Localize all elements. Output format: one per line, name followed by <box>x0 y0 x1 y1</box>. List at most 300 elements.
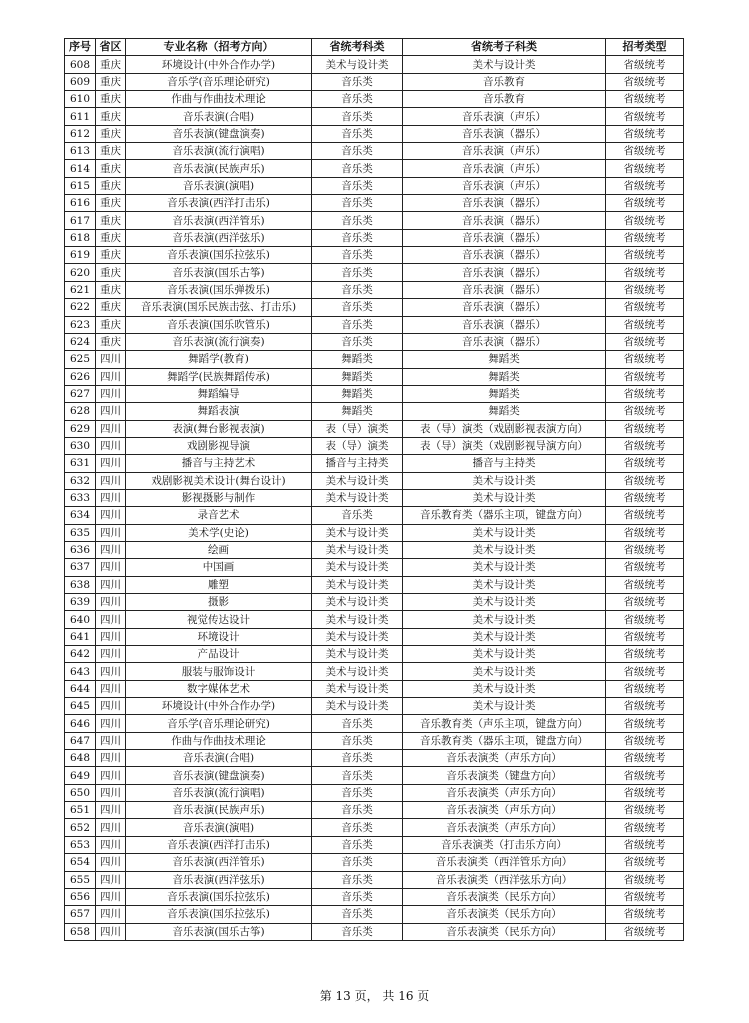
table-row <box>65 108 684 125</box>
header-major: 专业名称（招考方向） <box>126 39 312 56</box>
cell-province: 四川 <box>96 489 126 506</box>
cell-subcategory: 美术与设计类 <box>403 541 606 558</box>
cell-subcategory: 音乐教育类（器乐主项，键盘方向） <box>403 732 606 749</box>
cell-province: 四川 <box>96 871 126 888</box>
cell-province: 四川 <box>96 507 126 524</box>
cell-major: 表演(舞台影视表演) <box>126 420 312 437</box>
cell-province: 四川 <box>96 750 126 767</box>
cell-subcategory: 音乐教育 <box>403 91 606 108</box>
cell-province: 四川 <box>96 646 126 663</box>
cell-subcategory: 音乐表演（器乐） <box>403 229 606 246</box>
cell-category: 音乐类 <box>312 784 403 801</box>
cell-province: 四川 <box>96 420 126 437</box>
cell-exam-type: 省级统考 <box>606 541 684 558</box>
cell-major: 服装与服饰设计 <box>126 663 312 680</box>
cell-category: 美术与设计类 <box>312 628 403 645</box>
cell-major: 舞蹈编导 <box>126 385 312 402</box>
cell-major: 音乐表演(西洋打击乐) <box>126 836 312 853</box>
cell-category: 表（导）演类 <box>312 420 403 437</box>
cell-category: 音乐类 <box>312 507 403 524</box>
cell-exam-type: 省级统考 <box>606 784 684 801</box>
cell-major: 音乐表演(西洋管乐) <box>126 212 312 229</box>
cell-province: 重庆 <box>96 264 126 281</box>
cell-province: 重庆 <box>96 56 126 73</box>
cell-category: 音乐类 <box>312 299 403 316</box>
cell-major: 绘画 <box>126 541 312 558</box>
cell-exam-type: 省级统考 <box>606 680 684 697</box>
cell-exam-type: 省级统考 <box>606 507 684 524</box>
table-row <box>65 299 684 316</box>
cell-index: 650 <box>65 784 96 801</box>
cell-subcategory: 播音与主持类 <box>403 455 606 472</box>
table-row <box>65 455 684 472</box>
cell-category: 音乐类 <box>312 732 403 749</box>
cell-exam-type: 省级统考 <box>606 195 684 212</box>
cell-exam-type: 省级统考 <box>606 906 684 923</box>
cell-index: 618 <box>65 229 96 246</box>
cell-category: 音乐类 <box>312 923 403 940</box>
cell-category: 舞蹈类 <box>312 351 403 368</box>
cell-exam-type: 省级统考 <box>606 698 684 715</box>
cell-province: 重庆 <box>96 143 126 160</box>
cell-major: 音乐表演(国乐弹拨乐) <box>126 281 312 298</box>
cell-major: 音乐学(音乐理论研究) <box>126 73 312 90</box>
cell-subcategory: 表（导）演类（戏剧影视导演方向） <box>403 437 606 454</box>
header-index: 序号 <box>65 39 96 56</box>
cell-index: 637 <box>65 559 96 576</box>
cell-subcategory: 音乐表演（器乐） <box>403 299 606 316</box>
cell-exam-type: 省级统考 <box>606 437 684 454</box>
cell-index: 620 <box>65 264 96 281</box>
cell-index: 608 <box>65 56 96 73</box>
cell-index: 624 <box>65 333 96 350</box>
cell-province: 四川 <box>96 403 126 420</box>
cell-subcategory: 音乐教育类（声乐主项，键盘方向） <box>403 715 606 732</box>
table-row <box>65 507 684 524</box>
cell-major: 音乐表演(民族声乐) <box>126 160 312 177</box>
cell-exam-type: 省级统考 <box>606 611 684 628</box>
table-row <box>65 472 684 489</box>
cell-province: 四川 <box>96 715 126 732</box>
cell-exam-type: 省级统考 <box>606 594 684 611</box>
cell-province: 重庆 <box>96 195 126 212</box>
cell-index: 616 <box>65 195 96 212</box>
cell-index: 652 <box>65 819 96 836</box>
cell-major: 音乐表演(西洋弦乐) <box>126 229 312 246</box>
cell-subcategory: 音乐表演（器乐） <box>403 281 606 298</box>
cell-category: 音乐类 <box>312 906 403 923</box>
cell-major: 音乐表演(国乐古筝) <box>126 923 312 940</box>
cell-province: 四川 <box>96 628 126 645</box>
cell-index: 634 <box>65 507 96 524</box>
cell-exam-type: 省级统考 <box>606 489 684 506</box>
table-row <box>65 524 684 541</box>
cell-category: 音乐类 <box>312 212 403 229</box>
cell-subcategory: 音乐表演（声乐） <box>403 160 606 177</box>
cell-category: 音乐类 <box>312 177 403 194</box>
cell-major: 音乐表演(键盘演奏) <box>126 125 312 142</box>
cell-province: 四川 <box>96 680 126 697</box>
table-row <box>65 385 684 402</box>
cell-exam-type: 省级统考 <box>606 472 684 489</box>
cell-major: 音乐表演(合唱) <box>126 750 312 767</box>
cell-index: 639 <box>65 594 96 611</box>
cell-subcategory: 美术与设计类 <box>403 524 606 541</box>
cell-exam-type: 省级统考 <box>606 871 684 888</box>
cell-major: 音乐表演(国乐古筝) <box>126 264 312 281</box>
cell-category: 播音与主持类 <box>312 455 403 472</box>
cell-category: 美术与设计类 <box>312 489 403 506</box>
cell-exam-type: 省级统考 <box>606 316 684 333</box>
cell-index: 629 <box>65 420 96 437</box>
cell-category: 音乐类 <box>312 91 403 108</box>
cell-province: 重庆 <box>96 281 126 298</box>
cell-major: 音乐表演(演唱) <box>126 819 312 836</box>
table-row <box>65 888 684 905</box>
cell-province: 四川 <box>96 732 126 749</box>
cell-subcategory: 舞蹈类 <box>403 351 606 368</box>
table-row <box>65 767 684 784</box>
cell-major: 环境设计(中外合作办学) <box>126 698 312 715</box>
cell-major: 音乐表演(国乐拉弦乐) <box>126 906 312 923</box>
cell-category: 音乐类 <box>312 108 403 125</box>
table-row <box>65 646 684 663</box>
cell-category: 美术与设计类 <box>312 56 403 73</box>
cell-subcategory: 美术与设计类 <box>403 611 606 628</box>
cell-province: 四川 <box>96 663 126 680</box>
cell-exam-type: 省级统考 <box>606 108 684 125</box>
cell-subcategory: 音乐表演（器乐） <box>403 264 606 281</box>
cell-subcategory: 音乐教育 <box>403 73 606 90</box>
table-row <box>65 160 684 177</box>
table-row <box>65 143 684 160</box>
cell-category: 美术与设计类 <box>312 524 403 541</box>
cell-exam-type: 省级统考 <box>606 420 684 437</box>
cell-subcategory: 音乐表演类（西洋管乐方向） <box>403 854 606 871</box>
cell-category: 美术与设计类 <box>312 541 403 558</box>
cell-major: 音乐表演(键盘演奏) <box>126 767 312 784</box>
cell-exam-type: 省级统考 <box>606 663 684 680</box>
cell-exam-type: 省级统考 <box>606 854 684 871</box>
cell-province: 四川 <box>96 906 126 923</box>
table-row <box>65 73 684 90</box>
cell-index: 622 <box>65 299 96 316</box>
cell-province: 四川 <box>96 385 126 402</box>
cell-category: 音乐类 <box>312 247 403 264</box>
table-row <box>65 698 684 715</box>
cell-index: 612 <box>65 125 96 142</box>
cell-province: 四川 <box>96 854 126 871</box>
header-category: 省统考科类 <box>312 39 403 56</box>
cell-exam-type: 省级统考 <box>606 628 684 645</box>
cell-exam-type: 省级统考 <box>606 73 684 90</box>
table-row <box>65 125 684 142</box>
table-row <box>65 437 684 454</box>
cell-exam-type: 省级统考 <box>606 143 684 160</box>
cell-major: 环境设计(中外合作办学) <box>126 56 312 73</box>
cell-index: 655 <box>65 871 96 888</box>
cell-exam-type: 省级统考 <box>606 160 684 177</box>
cell-index: 645 <box>65 698 96 715</box>
cell-index: 635 <box>65 524 96 541</box>
cell-subcategory: 美术与设计类 <box>403 559 606 576</box>
table-row <box>65 351 684 368</box>
cell-index: 646 <box>65 715 96 732</box>
cell-index: 628 <box>65 403 96 420</box>
cell-province: 四川 <box>96 541 126 558</box>
cell-subcategory: 音乐表演（器乐） <box>403 125 606 142</box>
cell-province: 四川 <box>96 524 126 541</box>
cell-category: 美术与设计类 <box>312 472 403 489</box>
table-row <box>65 594 684 611</box>
cell-major: 音乐表演(国乐拉弦乐) <box>126 247 312 264</box>
cell-subcategory: 美术与设计类 <box>403 663 606 680</box>
cell-exam-type: 省级统考 <box>606 767 684 784</box>
cell-province: 四川 <box>96 611 126 628</box>
cell-index: 617 <box>65 212 96 229</box>
cell-subcategory: 美术与设计类 <box>403 472 606 489</box>
cell-index: 615 <box>65 177 96 194</box>
table-row <box>65 663 684 680</box>
cell-province: 重庆 <box>96 177 126 194</box>
cell-exam-type: 省级统考 <box>606 524 684 541</box>
cell-subcategory: 美术与设计类 <box>403 628 606 645</box>
table-row <box>65 715 684 732</box>
cell-province: 四川 <box>96 455 126 472</box>
cell-major: 音乐表演(流行演唱) <box>126 784 312 801</box>
cell-subcategory: 美术与设计类 <box>403 56 606 73</box>
table-row <box>65 854 684 871</box>
cell-index: 657 <box>65 906 96 923</box>
table-row <box>65 750 684 767</box>
cell-subcategory: 音乐表演类（声乐方向） <box>403 750 606 767</box>
header-subcategory: 省统考子科类 <box>403 39 606 56</box>
cell-exam-type: 省级统考 <box>606 229 684 246</box>
cell-major: 作曲与作曲技术理论 <box>126 732 312 749</box>
cell-major: 视觉传达设计 <box>126 611 312 628</box>
table-row <box>65 541 684 558</box>
cell-index: 647 <box>65 732 96 749</box>
cell-province: 四川 <box>96 472 126 489</box>
table-row <box>65 212 684 229</box>
table-row <box>65 819 684 836</box>
cell-category: 音乐类 <box>312 802 403 819</box>
cell-exam-type: 省级统考 <box>606 888 684 905</box>
cell-category: 音乐类 <box>312 854 403 871</box>
cell-exam-type: 省级统考 <box>606 646 684 663</box>
table-row <box>65 420 684 437</box>
cell-index: 621 <box>65 281 96 298</box>
cell-major: 数字媒体艺术 <box>126 680 312 697</box>
cell-major: 音乐表演(国乐拉弦乐) <box>126 888 312 905</box>
cell-province: 四川 <box>96 559 126 576</box>
cell-category: 音乐类 <box>312 160 403 177</box>
cell-major: 雕塑 <box>126 576 312 593</box>
table-row <box>65 281 684 298</box>
cell-exam-type: 省级统考 <box>606 576 684 593</box>
cell-category: 音乐类 <box>312 316 403 333</box>
cell-subcategory: 美术与设计类 <box>403 489 606 506</box>
cell-subcategory: 音乐表演类（民乐方向） <box>403 923 606 940</box>
cell-major: 舞蹈学(教育) <box>126 351 312 368</box>
table-row <box>65 56 684 73</box>
cell-exam-type: 省级统考 <box>606 177 684 194</box>
cell-index: 653 <box>65 836 96 853</box>
cell-exam-type: 省级统考 <box>606 715 684 732</box>
cell-subcategory: 音乐表演（器乐） <box>403 247 606 264</box>
table-row <box>65 368 684 385</box>
cell-index: 627 <box>65 385 96 402</box>
cell-province: 四川 <box>96 368 126 385</box>
table-row <box>65 836 684 853</box>
cell-subcategory: 音乐表演（声乐） <box>403 108 606 125</box>
cell-index: 630 <box>65 437 96 454</box>
cell-category: 美术与设计类 <box>312 559 403 576</box>
cell-subcategory: 音乐表演（声乐） <box>403 143 606 160</box>
cell-exam-type: 省级统考 <box>606 91 684 108</box>
cell-major: 戏剧影视导演 <box>126 437 312 454</box>
cell-exam-type: 省级统考 <box>606 368 684 385</box>
cell-major: 舞蹈表演 <box>126 403 312 420</box>
cell-province: 四川 <box>96 888 126 905</box>
cell-index: 641 <box>65 628 96 645</box>
cell-province: 四川 <box>96 594 126 611</box>
cell-subcategory: 音乐表演（器乐） <box>403 195 606 212</box>
table-row <box>65 195 684 212</box>
cell-index: 649 <box>65 767 96 784</box>
table-row <box>65 923 684 940</box>
cell-exam-type: 省级统考 <box>606 403 684 420</box>
cell-major: 音乐表演(演唱) <box>126 177 312 194</box>
cell-province: 重庆 <box>96 91 126 108</box>
cell-category: 音乐类 <box>312 836 403 853</box>
cell-subcategory: 音乐表演类（键盘方向） <box>403 767 606 784</box>
cell-category: 音乐类 <box>312 195 403 212</box>
cell-subcategory: 音乐表演类（民乐方向） <box>403 888 606 905</box>
cell-major: 音乐表演(合唱) <box>126 108 312 125</box>
cell-category: 音乐类 <box>312 333 403 350</box>
cell-exam-type: 省级统考 <box>606 836 684 853</box>
cell-index: 648 <box>65 750 96 767</box>
cell-category: 音乐类 <box>312 73 403 90</box>
cell-subcategory: 音乐表演类（西洋弦乐方向） <box>403 871 606 888</box>
header-exam-type: 招考类型 <box>606 39 684 56</box>
cell-index: 614 <box>65 160 96 177</box>
cell-index: 638 <box>65 576 96 593</box>
table-row <box>65 247 684 264</box>
cell-subcategory: 舞蹈类 <box>403 385 606 402</box>
cell-major: 美术学(史论) <box>126 524 312 541</box>
cell-index: 619 <box>65 247 96 264</box>
cell-major: 音乐表演(流行演奏) <box>126 333 312 350</box>
cell-exam-type: 省级统考 <box>606 247 684 264</box>
table-row <box>65 229 684 246</box>
cell-index: 609 <box>65 73 96 90</box>
cell-category: 美术与设计类 <box>312 576 403 593</box>
cell-category: 音乐类 <box>312 143 403 160</box>
cell-province: 重庆 <box>96 108 126 125</box>
table-row <box>65 802 684 819</box>
cell-exam-type: 省级统考 <box>606 264 684 281</box>
cell-major: 音乐表演(西洋管乐) <box>126 854 312 871</box>
cell-subcategory: 音乐表演类（打击乐方向） <box>403 836 606 853</box>
table-row <box>65 784 684 801</box>
cell-exam-type: 省级统考 <box>606 333 684 350</box>
cell-province: 四川 <box>96 576 126 593</box>
cell-province: 重庆 <box>96 299 126 316</box>
table-row <box>65 489 684 506</box>
cell-major: 中国画 <box>126 559 312 576</box>
cell-subcategory: 美术与设计类 <box>403 594 606 611</box>
cell-index: 610 <box>65 91 96 108</box>
cell-category: 美术与设计类 <box>312 680 403 697</box>
cell-exam-type: 省级统考 <box>606 56 684 73</box>
cell-exam-type: 省级统考 <box>606 455 684 472</box>
cell-major: 录音艺术 <box>126 507 312 524</box>
cell-province: 重庆 <box>96 73 126 90</box>
table-row <box>65 177 684 194</box>
table-row <box>65 611 684 628</box>
cell-index: 623 <box>65 316 96 333</box>
cell-index: 656 <box>65 888 96 905</box>
cell-major: 戏剧影视美术设计(舞台设计) <box>126 472 312 489</box>
cell-category: 美术与设计类 <box>312 698 403 715</box>
cell-major: 舞蹈学(民族舞蹈传承) <box>126 368 312 385</box>
cell-index: 626 <box>65 368 96 385</box>
cell-major: 作曲与作曲技术理论 <box>126 91 312 108</box>
cell-major: 产品设计 <box>126 646 312 663</box>
cell-subcategory: 音乐表演类（民乐方向） <box>403 906 606 923</box>
cell-exam-type: 省级统考 <box>606 750 684 767</box>
cell-exam-type: 省级统考 <box>606 819 684 836</box>
table-row <box>65 333 684 350</box>
cell-subcategory: 音乐表演（器乐） <box>403 333 606 350</box>
cell-category: 音乐类 <box>312 281 403 298</box>
cell-subcategory: 音乐教育类（器乐主项，键盘方向） <box>403 507 606 524</box>
cell-category: 美术与设计类 <box>312 646 403 663</box>
cell-index: 643 <box>65 663 96 680</box>
table-row <box>65 316 684 333</box>
cell-province: 四川 <box>96 802 126 819</box>
table-row <box>65 732 684 749</box>
cell-province: 重庆 <box>96 316 126 333</box>
cell-category: 音乐类 <box>312 888 403 905</box>
cell-major: 音乐表演(国乐吹管乐) <box>126 316 312 333</box>
cell-province: 重庆 <box>96 212 126 229</box>
page-number: 第 13 页， 共 16 页 <box>319 989 430 1003</box>
cell-index: 640 <box>65 611 96 628</box>
cell-major: 影视摄影与制作 <box>126 489 312 506</box>
cell-category: 音乐类 <box>312 229 403 246</box>
cell-category: 表（导）演类 <box>312 437 403 454</box>
cell-category: 舞蹈类 <box>312 403 403 420</box>
cell-major: 音乐表演(国乐民族击弦、打击乐) <box>126 299 312 316</box>
cell-exam-type: 省级统考 <box>606 125 684 142</box>
cell-category: 音乐类 <box>312 819 403 836</box>
cell-index: 636 <box>65 541 96 558</box>
cell-province: 四川 <box>96 836 126 853</box>
cell-index: 632 <box>65 472 96 489</box>
cell-province: 四川 <box>96 698 126 715</box>
cell-category: 音乐类 <box>312 715 403 732</box>
cell-exam-type: 省级统考 <box>606 299 684 316</box>
table-row <box>65 628 684 645</box>
table-header-row <box>65 39 684 56</box>
cell-major: 音乐学(音乐理论研究) <box>126 715 312 732</box>
cell-major: 播音与主持艺术 <box>126 455 312 472</box>
cell-province: 四川 <box>96 819 126 836</box>
cell-subcategory: 美术与设计类 <box>403 576 606 593</box>
